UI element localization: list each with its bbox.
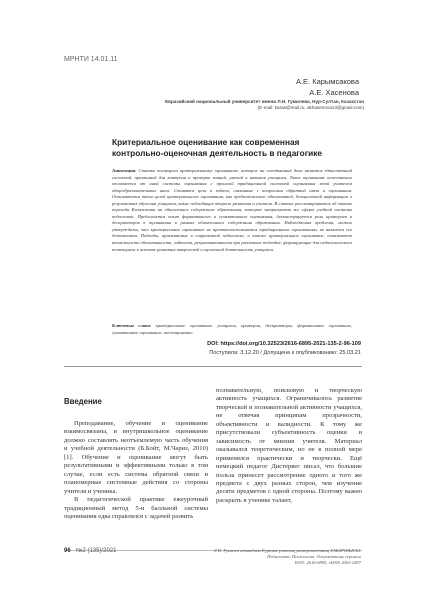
paragraph: Преподавание, обучение и оценивание взаимосвязаны, и внутришкольное оценивание должно составлять неотъемлемую часть обучения и учебной деятельности (Б.Бойт, М.Чариз, 2010) [1]. Обучение и оценивание могут быть результативными и эффективными только в том случае, если есть система обратной связи и планомерные системные действия со стороны учителя и ученика.	[64, 420, 208, 495]
article-title: Критериальное оценивание как современная контрольно-оценочная деятельность в педагогике	[112, 137, 323, 158]
affiliation	[112, 99, 364, 111]
affiliation-institution: Евразийский национальный университет имени Л.Н. Гумилева, Нур-Султан, Казахстан	[165, 99, 364, 104]
authors-block	[296, 77, 359, 98]
abstract-text: Статья посвящена критериальному оцениванию, которое на сегодняшний день является единственной системой, призванной для контроля и проверки знаний, умений и навыков учащихся. Такое оценивание качественно отличается от иной системы оценивания с прошлой традиционной системой оценивания этой учителем общеобразовательных школ. Ставятся цели и задачи, связанные с вопросами обратной связи и оценивания. Описываются типы целей критериального оценивания, как предоставление объективной, безоценочной информации о результатах обучения учащихся, какие подходящие вопросы развития и учителя. В статье рассматривается об этапах перехода Казахстана на обновленное содержание образования, которые затрагивают все сферы учебной системы педагогики. Предлагается опыт формативного и суммативного оценивания, демонстрируется роль критериев и дескрипторов в оценивании в рамках обновленного содержания образования. Наблюдаемая проблема, можно утверждать, что критериальное оценивание не противопоставляется традиционным оцениваниям, но является его дополнением. Подходы, применяемые в современной педагогике, а также критериальное оценивание, показывают возможность объективности, гибкости, результативности при различных подходах; формирующие для педагогического потенциала в аспекте развития творческой и оценочной деятельности учащихся.	[112, 168, 352, 252]
keywords	[112, 323, 352, 336]
keywords-label: Ключевые слова:	[112, 323, 152, 328]
body-column-right	[216, 387, 362, 505]
journal-footer	[161, 548, 361, 567]
journal-issn: ISSN: 2616-6895, eISSN 2663-2497	[294, 560, 361, 566]
section-heading: Введение	[64, 397, 102, 406]
body-column-left	[64, 420, 208, 521]
affiliation-email: (E-mail: karas@mail.ru, akhasenova13@gmail.com)	[257, 105, 364, 111]
journal-series: Педагогика. Психология. Әлеуметтану сериясы	[267, 554, 361, 560]
author-name: А.Е. Карымсакова	[295, 77, 359, 86]
issue-number: №2 (135)/2021	[76, 548, 117, 554]
paragraph: В педагогической практике ежеурочный традиционный метод 5-и балльной системы оценивания едва справлялся с задачей развить	[64, 496, 208, 520]
abstract-label: Аннотация.	[112, 168, 137, 173]
keywords-text: критериальное оценивание, учащиеся, критерии, дескрипторы, формативное оценивание, суммативное оценивание, тестирование.	[112, 323, 353, 335]
received-dates: Поступила: 3.12.20 / Допущена к опубликованию: 25.03.21	[209, 350, 361, 356]
paragraph: познавательную, поисковую и творческую активность учащихся. Ограничивалось развитие творческой и познавательной активности учащихся, не отвечая принципам прозрачности, объективности и валидности. К тому же присутствовали субъективность оценки и зависимость от мнения учителя. Материал оказывался теоретическим, но не в полной мере применялся практически и творчески. Ещё немецкий педагог Дистервег писал, что большие польза принесет рассмотрение одного и того же предмета с двух разных сторон, чем изучение десяти предметов с одной стороны. Поэтому важно раскрыть в ученике талант,	[216, 387, 362, 504]
doi-link[interactable]: DOI: https://doi.org/10.32523/2616-6895-2021-135-2-96-109	[207, 341, 361, 347]
journal-name: Л.Н. Гумилев атындағы Еуразия ұлттық университетінің ХАБАРШЫСЫ.	[213, 548, 361, 553]
section-divider	[64, 366, 362, 367]
abstract	[112, 168, 352, 253]
journal-code: МРНТИ 14.01.11	[64, 56, 118, 63]
page-number: 96	[64, 548, 71, 554]
author-name: А.Е. Хасенова	[309, 87, 359, 97]
